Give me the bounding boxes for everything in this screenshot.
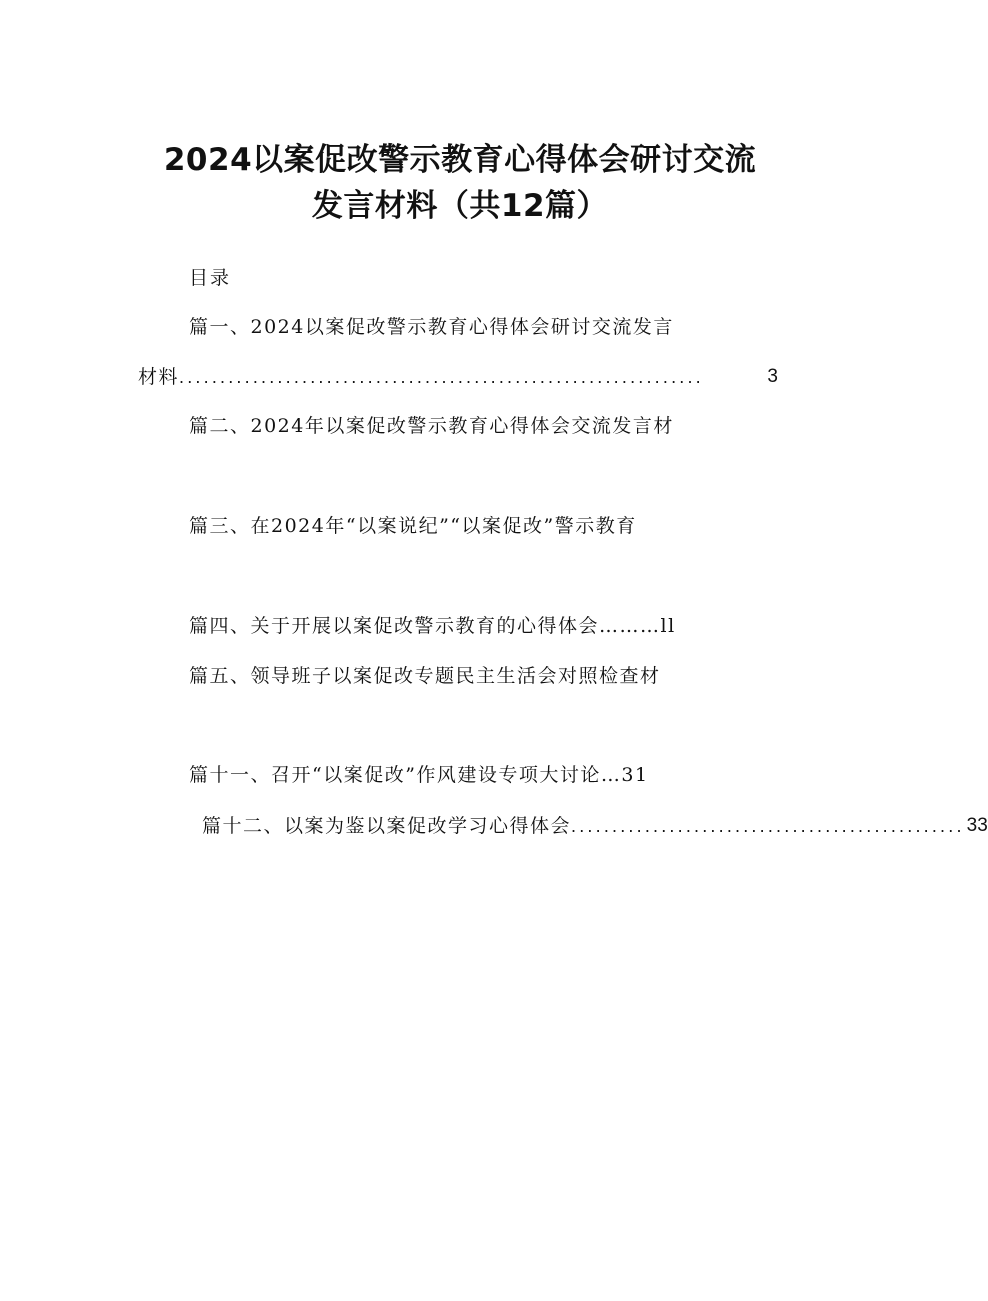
toc-heading: 目录: [189, 267, 232, 289]
toc-entry-1-leader-dots: ................................................................: [179, 367, 704, 387]
toc-entry-1-page-number: 3: [767, 366, 778, 387]
toc-entry-1-line-2: [138, 364, 778, 390]
toc-entry-1-continuation: 材料: [138, 366, 180, 388]
document-title-line-2: 发言材料（共12篇）: [311, 188, 609, 224]
toc-entry-12: [202, 813, 988, 839]
toc-entry-4: 篇四、关于开展以案促改警示教育的心得体会………ll: [189, 615, 676, 637]
toc-entry-1-line-1: 篇一、2024以案促改警示教育心得体会研讨交流发言: [189, 316, 674, 338]
toc-entry-12-page-number: 33: [966, 815, 988, 836]
toc-entry-11: 篇十一、召开“以案促改”作风建设专项大讨论…31: [189, 764, 649, 786]
toc-entry-2: 篇二、2024年以案促改警示教育心得体会交流发言材: [189, 415, 674, 437]
toc-entry-3: 篇三、在2024年“以案说纪”“以案促改”警示教育: [189, 515, 637, 537]
toc-entry-12-label: 篇十二、以案为鉴以案促改学习心得体会: [202, 815, 572, 837]
document-title-line-1: 2024以案促改警示教育心得体会研讨交流: [163, 142, 757, 178]
toc-entry-5: 篇五、领导班子以案促改专题民主生活会对照检查材: [189, 665, 661, 687]
toc-entry-12-leader-dots: ................................................: [571, 816, 965, 836]
